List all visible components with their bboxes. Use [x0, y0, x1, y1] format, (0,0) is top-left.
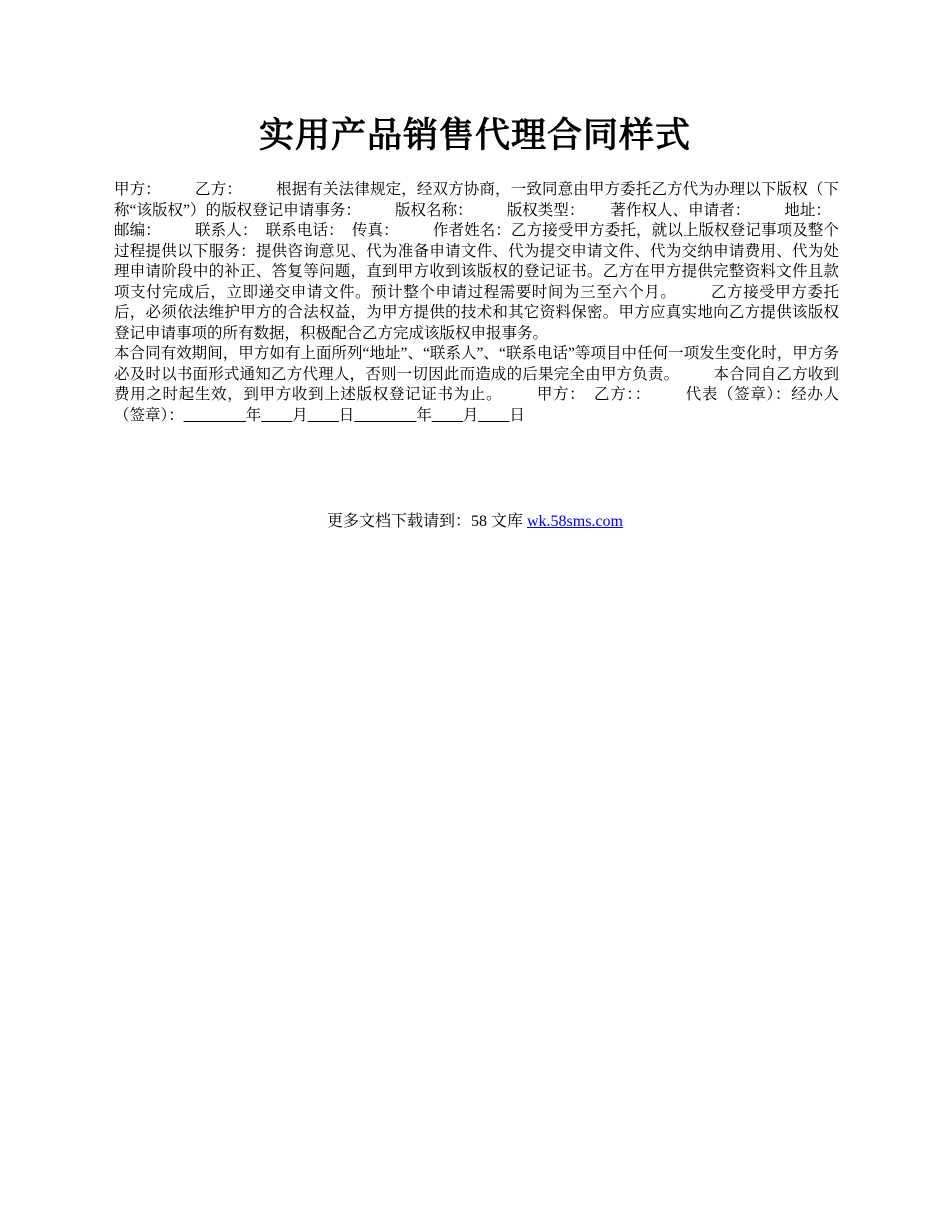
footer-text: 更多文档下载请到：58 文库 [326, 513, 527, 530]
date-month-label: 月 [292, 406, 308, 424]
signature-blank: ____ [261, 406, 293, 424]
signature-blank: ____ [431, 406, 463, 424]
signature-blank: ________ [183, 406, 246, 424]
date-month-label: 月 [462, 406, 479, 424]
copyright-type-label: 版权类型： [506, 201, 585, 219]
party-b-label: 乙方： [194, 181, 242, 198]
footer [0, 511, 950, 533]
date-year-label: 年 [245, 406, 262, 424]
copyright-holder-label: 著作权人、申请者： [610, 201, 751, 219]
services-paragraph: 乙方接受甲方委托，就以上版权登记事项及整个过程提供以下服务：提供咨询意见、代为准备申请文件、代为提交申请文件、代为交纳申请费用、代为处理申请阶段中的补正、答复等问题，直到甲方收到该版权的登记证书。乙方在甲方提供完整资料文件且款项支付完成后，立即递交申请文件。预计整个申请过程需要时间为三至六个月。 [114, 222, 839, 301]
date-year-label: 年 [416, 406, 432, 424]
signature-representative: 代表（签章）：经办人（签章）： [114, 386, 839, 424]
contract-intro: 根据有关法律规定，经双方协商，一致同意由甲方委托乙方代为办理以下版权（下称“该版权”）的版权登记申请事务： [114, 181, 839, 219]
contract-paragraph [114, 180, 839, 344]
signature-party-a: 甲方： [536, 386, 586, 403]
contact-label: 联系人： [194, 222, 258, 239]
contract-body [114, 180, 839, 426]
changes-paragraph: 本合同有效期间，甲方如有上面所列“地址”、“联系人”、“联系电话”等项目中任何一项发生变化时，甲方务必及时以书面形式通知乙方代理人，否则一切因此而造成的后果完全由甲方负责。 [114, 345, 839, 383]
document-title: 实用产品销售代理合同样式 [258, 115, 691, 156]
footer-link[interactable]: wk.58sms.com [527, 513, 623, 530]
address-label: 地址： [784, 201, 831, 219]
phone-label: 联系电话： [265, 222, 344, 239]
party-a-label: 甲方： [114, 181, 161, 198]
signature-party-b: 乙方：： [593, 386, 651, 403]
postcode-label: 邮编： [114, 222, 161, 239]
date-day-label: 日 [509, 406, 525, 424]
date-day-label: 日 [338, 406, 355, 424]
signature-blank: ________ [354, 406, 417, 424]
fax-label: 传真： [351, 222, 399, 239]
author-name-label: 作者姓名： [432, 222, 511, 239]
signature-blank: ____ [307, 406, 339, 424]
contract-paragraph [114, 344, 839, 426]
signature-blank: ____ [478, 406, 510, 424]
copyright-name-label: 版权名称： [394, 201, 473, 219]
effective-paragraph: 本合同自乙方收到费用之时起生效，到甲方收到上述版权登记证书为止。 [114, 365, 839, 403]
obligations-paragraph: 乙方接受甲方委托后，必须依法维护甲方的合法权益，为甲方提供的技术和其它资料保密。甲方应真实地向乙方提供该版权登记申请事项的所有数据，积极配合乙方完成该版权申报事务。 [114, 283, 839, 342]
